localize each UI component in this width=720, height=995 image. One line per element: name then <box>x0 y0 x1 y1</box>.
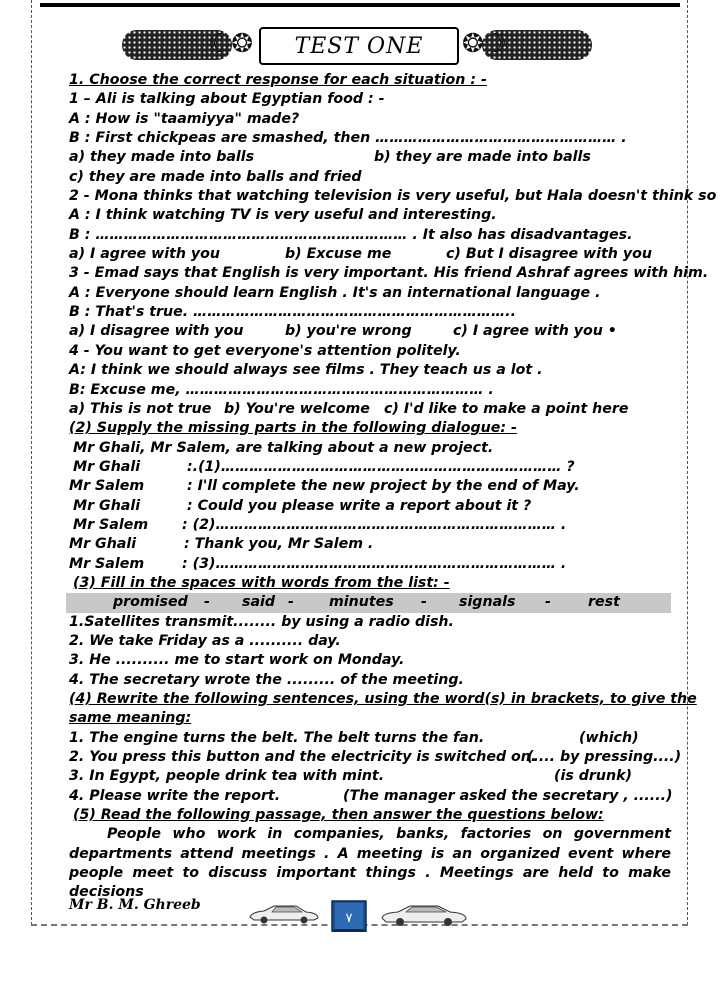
page-number-book-icon <box>329 898 371 934</box>
section-3-heading: (3) Fill in the spaces with words from the list: - <box>73 574 450 591</box>
q1-option-c[interactable]: c) they are made into balls and fried <box>69 168 362 185</box>
q3-stem: 3 - Emad says that English is very important. His friend Ashraf agrees with him. <box>69 265 709 282</box>
section-2-heading: (2) Supply the missing parts in the following dialogue: - <box>69 420 517 437</box>
word-item: said <box>242 594 276 611</box>
rewrite-sentence: 1. The engine turns the belt. The belt turns the fan. <box>69 729 485 746</box>
q3-option-b[interactable]: b) you're wrong <box>285 323 412 340</box>
author-credit: Mr B. M. Ghreeb <box>69 897 201 913</box>
dialogue-line <box>69 555 671 574</box>
fill-item[interactable]: 1.Satellites transmit........ by using a radio dish. <box>69 613 454 630</box>
q2-option-b[interactable]: b) Excuse me <box>285 246 392 263</box>
q3-option-c[interactable]: c) I agree with you • <box>453 323 617 340</box>
q2-option-c[interactable]: c) But I disagree with you <box>446 246 652 263</box>
speaker: Mr Salem <box>69 555 145 572</box>
page-title: TEST ONE <box>259 27 459 65</box>
word-separator: - <box>545 594 551 611</box>
q3-options-row <box>69 322 671 341</box>
q2-options-row <box>69 245 671 264</box>
word-item: signals <box>459 594 516 611</box>
rewrite-item[interactable] <box>69 748 682 767</box>
q2-line-b: B : ………………………………………………………… . It also has disadvantages. <box>69 226 633 243</box>
q3-option-a[interactable]: a) I disagree with you <box>69 323 244 340</box>
rewrite-hint: (which) <box>579 729 639 746</box>
fill-item[interactable]: 3. He .......... me to start work on Monday. <box>69 652 405 669</box>
dialogue-line <box>69 516 671 535</box>
scroll-ornament-right-icon: ❂☽ <box>462 29 508 59</box>
word-item: minutes <box>329 594 394 611</box>
q4-option-c[interactable]: c) I'd like to make a point here <box>384 400 629 417</box>
q2-option-a[interactable]: a) I agree with you <box>69 246 221 263</box>
rewrite-hint: (is drunk) <box>554 768 633 785</box>
q4-options-row <box>69 400 671 419</box>
test-content <box>69 71 717 901</box>
rewrite-hint: (The manager asked the secretary , ......) <box>343 787 673 804</box>
section-4-heading: (4) Rewrite the following sentences, using the word(s) in brackets, to give the <box>69 691 697 707</box>
dialogue-line <box>69 497 671 516</box>
title-banner <box>122 26 592 64</box>
q2-line-a: A : I think watching TV is very useful and interesting. <box>69 207 497 224</box>
passage-line: people meet to discuss important things . Meetings are held to make decisions <box>69 865 671 901</box>
q1-option-a[interactable]: a) they made into balls <box>69 149 255 166</box>
passage-line: People who work in companies, banks, factories on government <box>107 826 671 843</box>
dialogue-blank-3[interactable]: : (3)……………………………………………………………… . <box>182 555 567 572</box>
q1-line-a: A : How is "taamiyya" made? <box>69 110 300 127</box>
q1-option-b[interactable]: b) they are made into balls <box>374 149 591 166</box>
car-illustration-left-icon <box>248 902 320 924</box>
dialogue-line <box>69 535 671 554</box>
rewrite-item[interactable] <box>69 787 671 806</box>
rewrite-sentence: 4. Please write the report. <box>69 787 281 804</box>
page-number: ٧ <box>345 911 353 926</box>
speaker: Mr Ghali <box>69 536 137 553</box>
rewrite-hint: (.... by pressing....) <box>527 749 682 766</box>
q1-stem: 1 – Ali is talking about Egyptian food : - <box>69 91 385 108</box>
q4-option-b[interactable]: b) You're welcome <box>224 400 370 417</box>
section-5-heading: (5) Read the following passage, then answer the questions below: <box>73 807 604 824</box>
dialogue-text: : I'll complete the new project by the end of May. <box>187 478 580 495</box>
dialogue-text: : Thank you, Mr Salem . <box>184 536 374 553</box>
passage-line: departments attend meetings . A meeting is an organized event where <box>69 845 671 862</box>
dialogue-line <box>69 477 671 496</box>
q3-line-b: B : That's true. ………………………………………………………….. <box>69 304 516 321</box>
q4-stem: 4 - You want to get everyone's attention politely. <box>69 342 461 359</box>
fill-item[interactable]: 2. We take Friday as a .......... day. <box>69 632 341 649</box>
word-item: promised <box>113 594 188 611</box>
dialogue-line <box>69 458 671 477</box>
page-border-right <box>687 0 688 925</box>
page-border-left <box>31 0 32 925</box>
dialogue-blank-1[interactable]: :.(1)……………………………………………………………… ? <box>187 458 575 475</box>
car-illustration-right-icon <box>380 902 468 926</box>
q3-line-a: A : Everyone should learn English . It's an international language . <box>69 284 601 301</box>
q4-line-a: A: I think we should always see films . They teach us a lot . <box>69 362 543 379</box>
rewrite-item[interactable] <box>69 767 671 786</box>
speaker: Mr Salem <box>73 516 149 533</box>
rewrite-sentence: 2. You press this button and the electricity is switched on. <box>69 749 537 766</box>
speaker: Mr Ghali <box>73 497 141 514</box>
section-1-heading: 1. Choose the correct response for each situation : - <box>69 72 487 88</box>
top-rule <box>40 3 680 7</box>
q4-line-b: B: Excuse me, ……………………………………………………… . <box>69 381 494 398</box>
word-separator: - <box>421 594 427 611</box>
rewrite-item[interactable] <box>69 729 671 748</box>
speaker: Mr Salem <box>69 478 145 495</box>
section-4-heading-cont: same meaning: <box>69 710 192 727</box>
scroll-ornament-left-icon: ☾❂ <box>208 29 254 59</box>
word-separator: - <box>204 594 210 611</box>
fill-item[interactable]: 4. The secretary wrote the ......... of the meeting. <box>69 671 464 688</box>
dialogue-intro: Mr Ghali, Mr Salem, are talking about a new project. <box>73 439 494 456</box>
word-separator: - <box>288 594 294 611</box>
dialogue-text: : Could you please write a report about it ? <box>187 497 532 514</box>
word-item: rest <box>588 594 620 611</box>
q4-option-a[interactable]: a) This is not true <box>69 400 212 417</box>
dialogue-blank-2[interactable]: : (2)……………………………………………………………… . <box>182 516 567 533</box>
q1-line-b: B : First chickpeas are smashed, then …………………………………………… . <box>69 130 627 147</box>
word-list-band <box>66 593 671 612</box>
q2-stem: 2 - Mona thinks that watching television is very useful, but Hala doesn't think so <box>69 188 717 205</box>
rewrite-sentence: 3. In Egypt, people drink tea with mint. <box>69 768 385 785</box>
speaker: Mr Ghali <box>73 458 141 475</box>
q1-options-row <box>69 148 671 167</box>
